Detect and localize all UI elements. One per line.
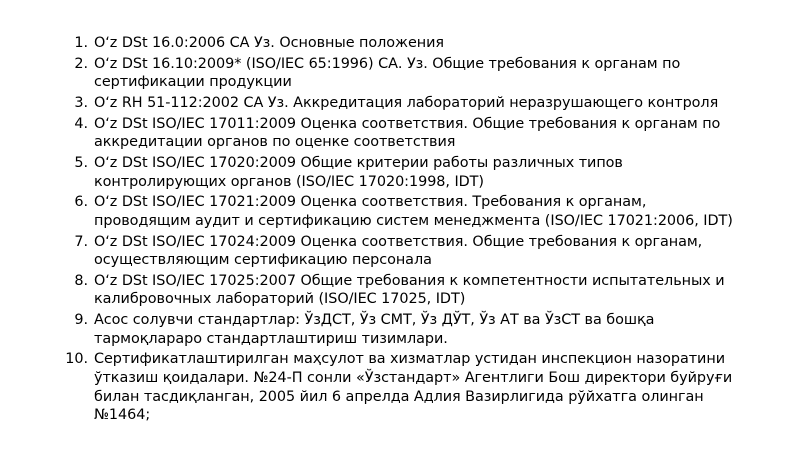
list-item	[56, 154, 756, 191]
list-item	[56, 55, 756, 92]
list-item-text: O‘z DSt 16.10:2009* (ISO/IEC 65:1996) СА. Уз. Общие требования к органам по сертификации продукции	[94, 55, 681, 91]
list-item-number: 7.	[74, 233, 88, 250]
list-item-number: 5.	[74, 154, 88, 171]
list-item	[56, 94, 756, 113]
list-item-number: 2.	[74, 55, 88, 72]
list-item-text: O‘z DSt ISO/IEC 17020:2009 Общие критерии работы различных типов контролирующих органов (ISO/IEC 17020:1998, IDT)	[94, 154, 623, 190]
list-item-text: O‘z DSt ISO/IEC 17021:2009 Оценка соответствия. Требования к органам, проводящим аудит и сертификацию систем менеджмента (ISO/IEC 17021:2006, IDT)	[94, 194, 733, 229]
list-item-text: Сертификатлаштирилган маҳсулот ва хизматлар устидан инспекцион назоратини ўтказиш қоидалари. №24-П сонли «Ўзстандарт» Агентлиги Бош директори буйруғи билан тасдиқланган, 2005 йил 6 апрелда Адлия Вазирлигида рўйхатга олинган №1464;	[94, 351, 733, 424]
list-item-number: 4.	[74, 115, 88, 132]
list-item-number: 10.	[65, 351, 88, 368]
list-item-text: Асос солувчи стандартлар: ЎзДСТ, Ўз СМТ, Ўз ДЎТ, Ўз АТ ва ЎзСТ ва бошқа тармоқлараро стандартлаштириш тизимлари.	[94, 312, 655, 347]
list-item	[56, 233, 756, 270]
list-item	[56, 272, 756, 309]
list-item	[56, 350, 756, 424]
list-item	[56, 115, 756, 152]
list-item-number: 3.	[74, 94, 88, 111]
reference-list	[56, 34, 756, 427]
list-item-number: 8.	[74, 272, 88, 289]
list-item-text: O‘z DSt ISO/IEC 17025:2007 Общие требования к компетентности испытательных и калибровочных лабораторий (ISO/IEC 17025, IDT)	[94, 272, 725, 308]
list-item-number: 9.	[74, 312, 88, 329]
list-item-number: 6.	[74, 194, 88, 211]
list-item	[56, 311, 756, 348]
list-item-number: 1.	[74, 35, 88, 51]
list-item-text: O‘z DSt 16.0:2006 СА Уз. Основные положения	[94, 35, 445, 51]
list-item-text: O‘z DSt ISO/IEC 17024:2009 Оценка соответствия. Общие требования к органам, осуществляющим сертификацию персонала	[94, 233, 703, 269]
list-item-text: O‘z RH 51-112:2002 СА Уз. Аккредитация лабораторий неразрушающего контроля	[94, 94, 719, 111]
list-item	[56, 193, 756, 230]
list-item-text: O‘z DSt ISO/IEC 17011:2009 Оценка соответствия. Общие требования к органам по аккредитации органов по оценке соответствия	[94, 115, 721, 151]
list-item	[56, 34, 756, 53]
